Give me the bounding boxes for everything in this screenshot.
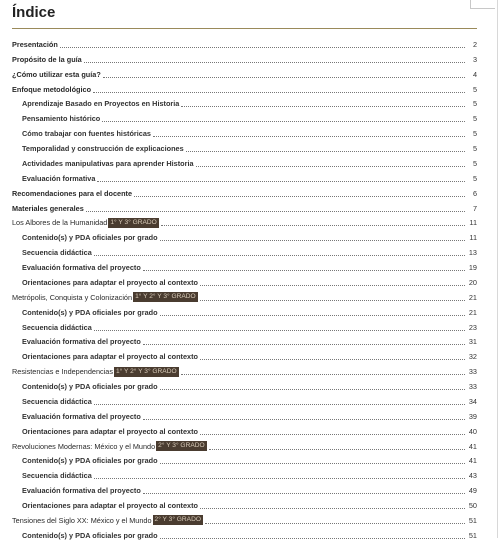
toc-entry-title: Contenido(s) y PDA oficiales por grado <box>22 307 158 317</box>
toc-entry-title: Tensiones del Siglo XX: México y el Mundo <box>12 515 152 525</box>
dot-leader <box>181 373 465 375</box>
dot-leader <box>200 358 465 360</box>
toc-entry[interactable] <box>12 216 477 231</box>
toc-entry[interactable] <box>12 275 477 290</box>
title-divider <box>12 28 477 29</box>
toc-entry-title: Orientaciones para adaptar el proyecto al contexto <box>22 501 198 511</box>
toc-page-number: 5 <box>472 173 477 183</box>
dot-leader <box>209 448 465 450</box>
toc-entry[interactable] <box>12 528 477 543</box>
page-edge <box>497 0 498 538</box>
toc-page-number: 50 <box>468 501 477 511</box>
toc-entry-title: Contenido(s) y PDA oficiales por grado <box>22 530 158 540</box>
toc-page-number: 31 <box>468 337 477 347</box>
dot-leader <box>143 343 465 345</box>
grade-badge: 1° Y 3° GRADO <box>110 218 157 226</box>
toc-entry[interactable] <box>12 349 477 364</box>
toc-entry-title: Los Albores de la Humanidad <box>12 218 108 228</box>
toc-entry[interactable] <box>12 424 477 439</box>
toc-entry-title: Enfoque metodológico <box>12 84 92 94</box>
toc-page-number: 5 <box>472 129 477 139</box>
toc-page-number: 34 <box>468 396 477 406</box>
dot-leader <box>143 269 465 271</box>
toc-page-number: 33 <box>468 382 477 392</box>
toc-entry[interactable] <box>12 498 477 513</box>
grade-badge: 1° Y 2° Y 3° GRADO <box>135 293 196 301</box>
dot-leader <box>186 150 465 152</box>
toc-entry[interactable] <box>12 364 477 379</box>
dot-leader <box>160 239 465 241</box>
toc-entry[interactable] <box>12 201 477 216</box>
toc-page-number: 13 <box>468 248 477 258</box>
dot-leader <box>94 477 465 479</box>
toc-entry[interactable] <box>12 305 477 320</box>
toc-page-number: 43 <box>468 471 477 481</box>
dot-leader <box>181 105 465 107</box>
toc-entry[interactable] <box>12 186 477 201</box>
toc-page-number: 39 <box>468 411 477 421</box>
page-title: Índice <box>12 4 56 21</box>
toc-page-number: 49 <box>468 486 477 496</box>
toc-entry[interactable] <box>12 513 477 528</box>
grade-badge: 2° Y 3° GRADO <box>158 442 205 450</box>
toc-entry-title: Secuencia didáctica <box>22 396 92 406</box>
toc-entry[interactable] <box>12 37 477 52</box>
toc-entry-title: Presentación <box>12 39 58 49</box>
toc-page-number: 23 <box>468 322 477 332</box>
toc-entry-title: ¿Cómo utilizar esta guía? <box>12 69 101 79</box>
toc-entry[interactable] <box>12 468 477 483</box>
toc-entry[interactable] <box>12 97 477 112</box>
dot-leader <box>84 61 465 63</box>
toc-entry[interactable] <box>12 67 477 82</box>
toc-page-number: 20 <box>468 277 477 287</box>
toc-entry-title: Evaluación formativa del proyecto <box>22 337 141 347</box>
toc-entry[interactable] <box>12 394 477 409</box>
dot-leader <box>200 433 465 435</box>
dot-leader <box>205 522 465 524</box>
dot-leader <box>160 388 465 390</box>
dot-leader <box>94 329 465 331</box>
toc-page-number: 33 <box>468 367 477 377</box>
toc-page-number: 51 <box>468 515 477 525</box>
toc-page-number: 11 <box>469 218 477 228</box>
toc-entry-title: Evaluación formativa del proyecto <box>22 486 141 496</box>
toc-page-number: 3 <box>472 54 477 64</box>
toc-page-number: 2 <box>472 39 477 49</box>
dot-leader <box>161 224 465 226</box>
toc-entry[interactable] <box>12 230 477 245</box>
dot-leader <box>143 418 465 420</box>
grade-badge: 2° Y 3° GRADO <box>154 516 201 524</box>
dot-leader <box>103 76 465 78</box>
toc-entry-title: Temporalidad y construcción de explicaciones <box>22 144 184 154</box>
toc-page-number: 5 <box>472 84 477 94</box>
toc-entry[interactable] <box>12 379 477 394</box>
toc-page-number: 40 <box>468 426 477 436</box>
toc-entry-title: Resistencias e Independencias <box>12 367 114 377</box>
toc-entry-title: Cómo trabajar con fuentes históricas <box>22 129 151 139</box>
toc-entry-title: Contenido(s) y PDA oficiales por grado <box>22 382 158 392</box>
toc-entry-title: Orientaciones para adaptar el proyecto al contexto <box>22 277 198 287</box>
toc-entry-title: Propósito de la guía <box>12 54 82 64</box>
page-corner-mark <box>470 0 495 9</box>
toc-page-number: 7 <box>472 203 477 213</box>
toc-entry-title: Contenido(s) y PDA oficiales por grado <box>22 456 158 466</box>
toc-entry-title: Secuencia didáctica <box>22 471 92 481</box>
toc-entry[interactable] <box>12 111 477 126</box>
dot-leader <box>102 120 465 122</box>
toc-entry[interactable] <box>12 82 477 97</box>
toc-entry-title: Actividades manipulativas para aprender Historia <box>22 158 194 168</box>
toc-entry[interactable] <box>12 335 477 350</box>
dot-leader <box>160 314 465 316</box>
toc-page-number: 51 <box>468 530 477 540</box>
toc-entry-title: Evaluación formativa del proyecto <box>22 263 141 273</box>
toc-page-number: 32 <box>468 352 477 362</box>
dot-leader <box>160 462 465 464</box>
toc-page-number: 4 <box>472 69 477 79</box>
dot-leader <box>143 492 465 494</box>
toc-entry[interactable] <box>12 245 477 260</box>
dot-leader <box>86 210 465 212</box>
toc-page-number: 21 <box>468 307 477 317</box>
toc-entry[interactable] <box>12 290 477 305</box>
toc-page-number: 11 <box>469 233 477 243</box>
toc-page-number: 5 <box>472 114 477 124</box>
toc-entry[interactable] <box>12 439 477 454</box>
toc-entry[interactable] <box>12 52 477 67</box>
toc-page-number: 6 <box>472 188 477 198</box>
toc-entry[interactable] <box>12 126 477 141</box>
toc-entry[interactable] <box>12 320 477 335</box>
dot-leader <box>200 507 465 509</box>
dot-leader <box>60 46 465 48</box>
dot-leader <box>93 91 465 93</box>
toc-entry[interactable] <box>12 409 477 424</box>
grade-badge: 1° Y 2° Y 3° GRADO <box>116 367 177 375</box>
dot-leader <box>153 135 465 137</box>
dot-leader <box>200 284 465 286</box>
toc-page-number: 5 <box>472 99 477 109</box>
toc-page-number: 21 <box>468 292 477 302</box>
toc-entry[interactable] <box>12 141 477 156</box>
toc-page-number: 19 <box>468 263 477 273</box>
toc-entry[interactable] <box>12 483 477 498</box>
toc-entry-title: Secuencia didáctica <box>22 248 92 258</box>
dot-leader <box>94 254 465 256</box>
toc-page-number: 41 <box>468 456 477 466</box>
dot-leader <box>97 180 465 182</box>
toc-entry-title: Secuencia didáctica <box>22 322 92 332</box>
table-of-contents <box>12 37 477 543</box>
toc-entry-title: Aprendizaje Basado en Proyectos en Historia <box>22 99 180 109</box>
toc-entry-title: Revoluciones Modernas: México y el Mundo <box>12 441 156 451</box>
toc-entry[interactable] <box>12 171 477 186</box>
dot-leader <box>196 165 465 167</box>
toc-page-number: 41 <box>468 441 477 451</box>
dot-leader <box>134 195 465 197</box>
toc-entry[interactable] <box>12 260 477 275</box>
toc-entry-title: Evaluación formativa <box>22 173 96 183</box>
toc-entry-title: Orientaciones para adaptar el proyecto al contexto <box>22 426 198 436</box>
toc-page-number: 5 <box>472 158 477 168</box>
dot-leader <box>94 403 465 405</box>
dot-leader <box>200 299 465 301</box>
toc-entry-title: Materiales generales <box>12 203 84 213</box>
toc-entry-title: Evaluación formativa del proyecto <box>22 411 141 421</box>
toc-page-number: 5 <box>472 144 477 154</box>
toc-entry-title: Orientaciones para adaptar el proyecto al contexto <box>22 352 198 362</box>
toc-entry[interactable] <box>12 454 477 469</box>
toc-entry-title: Pensamiento histórico <box>22 114 101 124</box>
toc-entry[interactable] <box>12 156 477 171</box>
toc-entry-title: Recomendaciones para el docente <box>12 188 133 198</box>
toc-entry-title: Contenido(s) y PDA oficiales por grado <box>22 233 158 243</box>
toc-entry-title: Metrópolis, Conquista y Colonización <box>12 292 133 302</box>
